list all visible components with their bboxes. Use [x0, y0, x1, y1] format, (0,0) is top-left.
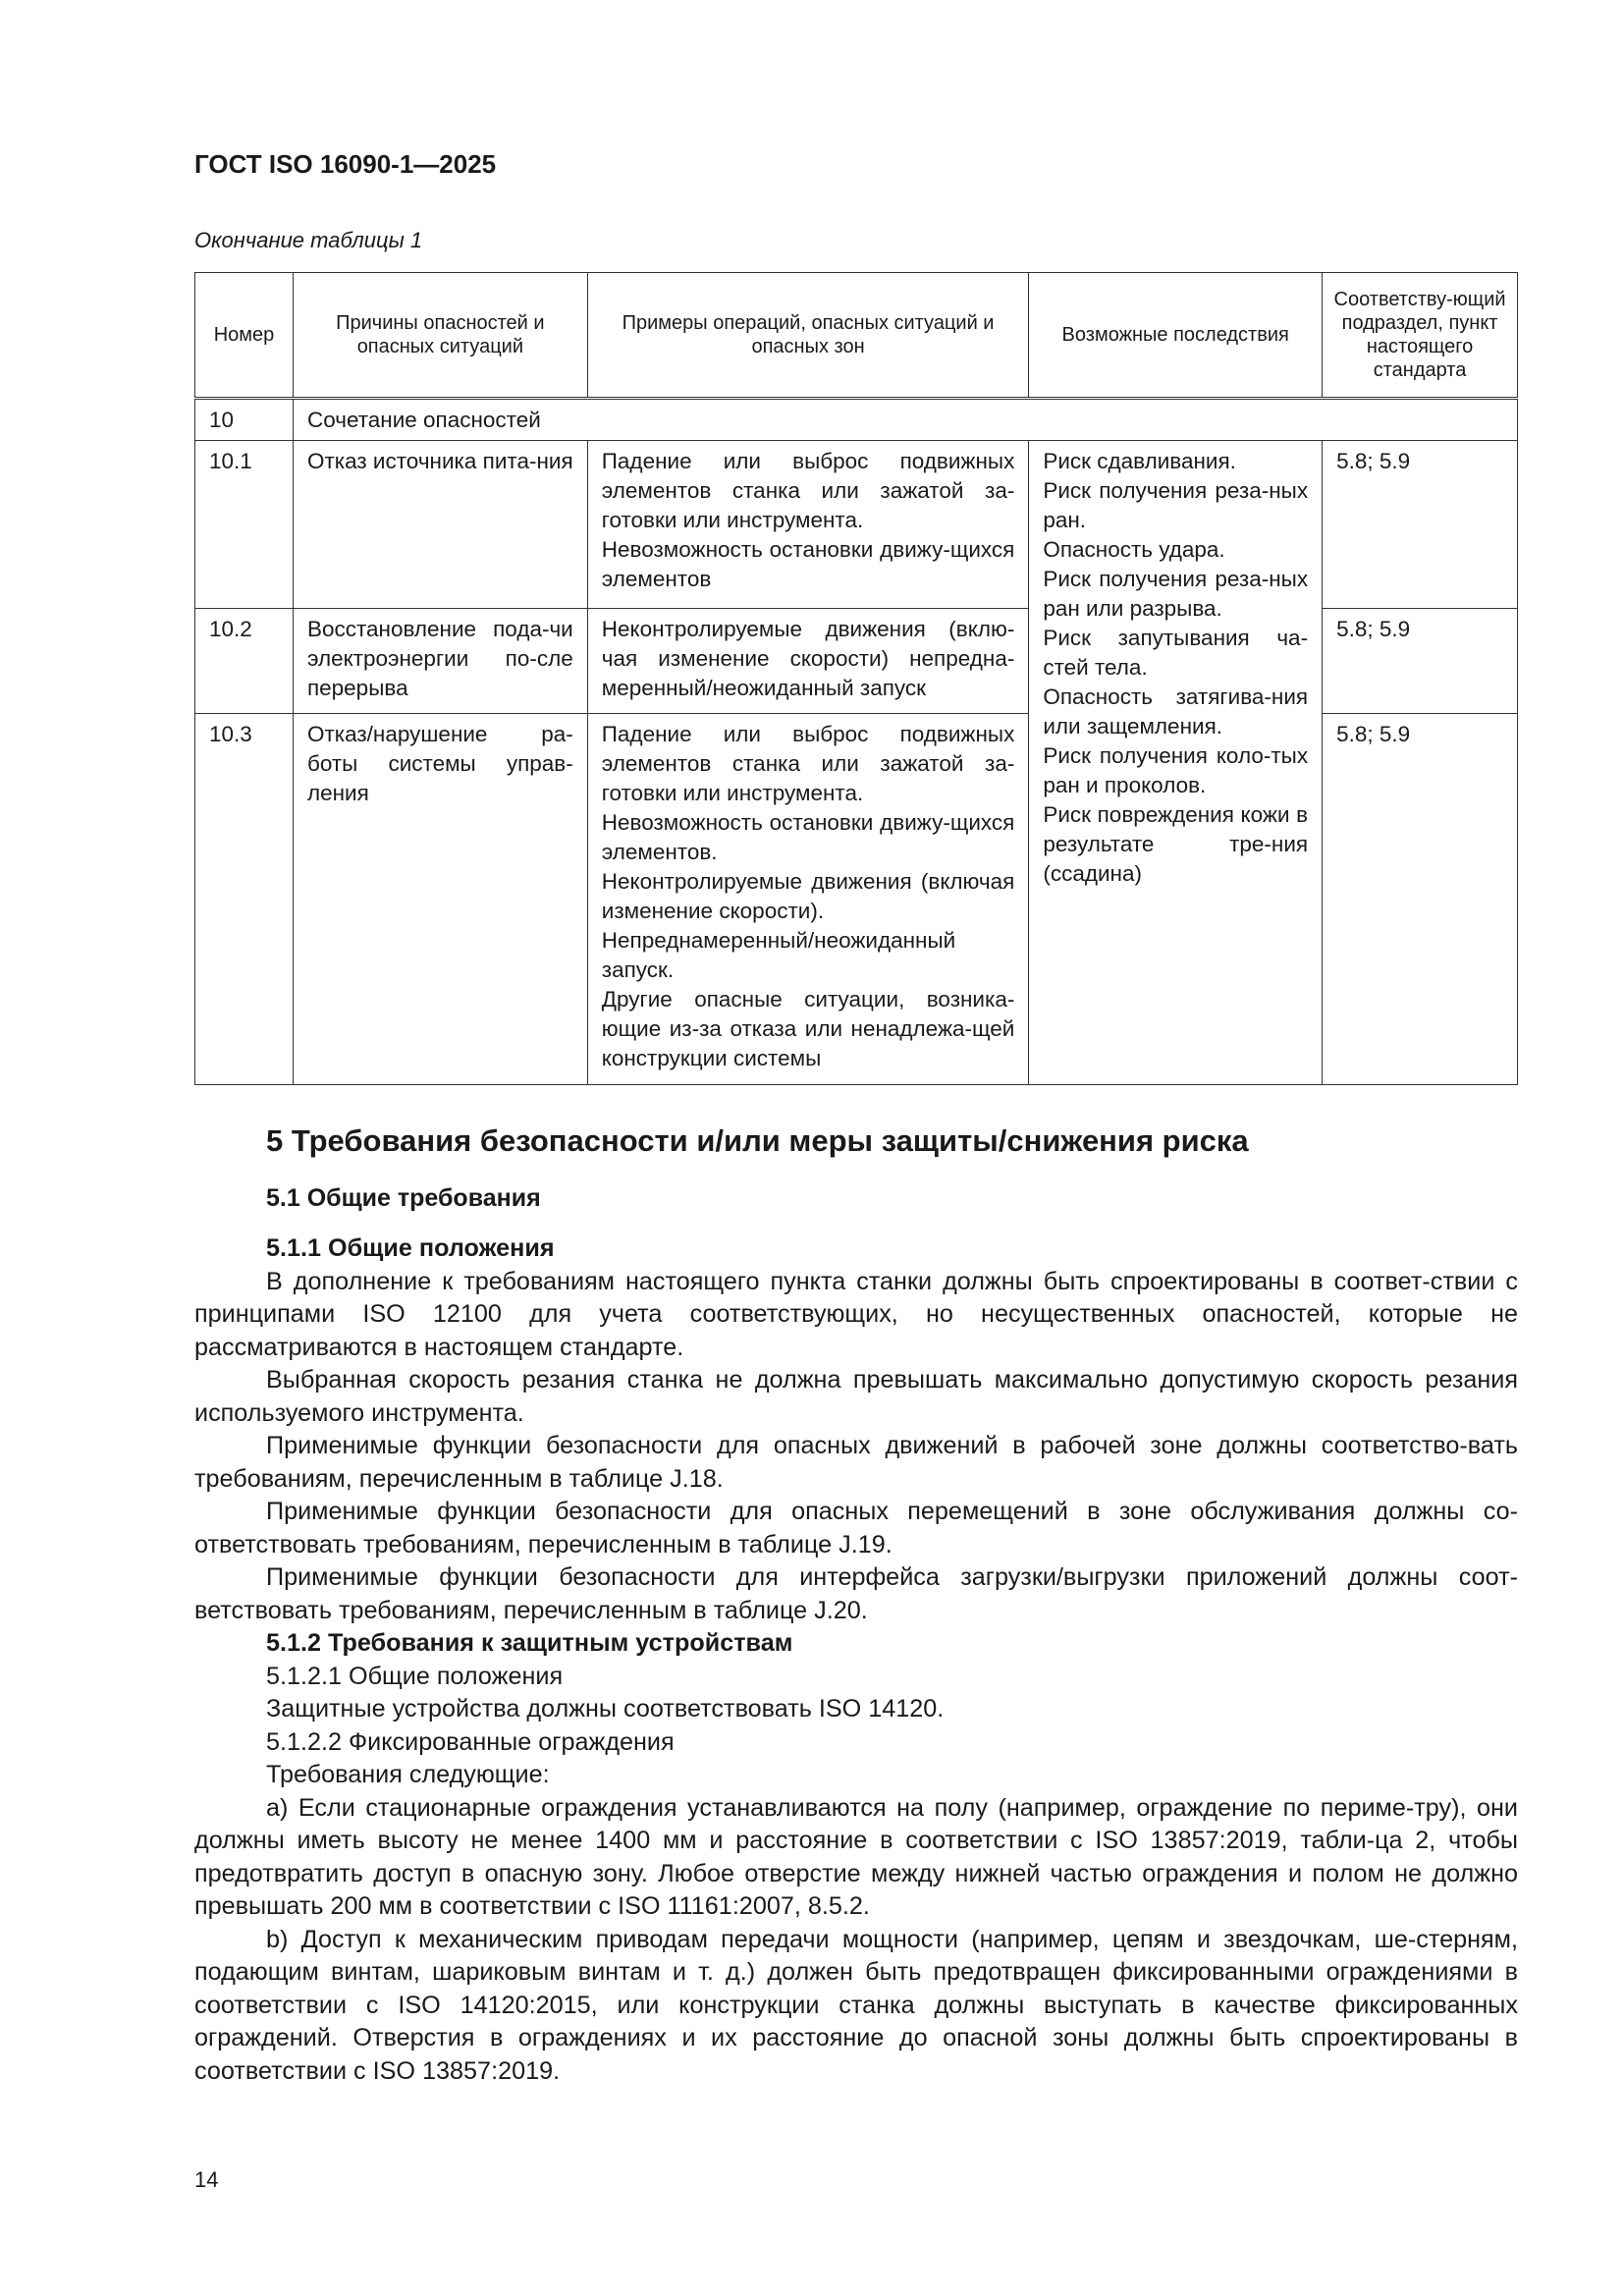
row-cause: Отказ/нарушение ра-боты системы управ-ления	[293, 714, 587, 1085]
table-caption: Окончание таблицы 1	[194, 228, 423, 252]
section-title: 5 Требования безопасности и/или меры защиты/снижения риска	[266, 1123, 1249, 1158]
paragraph: b) Доступ к механическим приводам передачи мощности (например, цепям и звездочкам, ше-стерням, подающим винтам, шариковым винтам и т. д.) должен быть предотвращен фиксированными ограждениями в соответствии с ISO 14120:2015, или конструкции станка должны выступать в качестве фиксированных ограждений. Отверстия в ограждениях и их расстояние до опасной зоны должны быть спроектированы в соответствии с ISO 13857:2019.	[194, 1925, 1518, 2085]
page-number: 14	[194, 2167, 219, 2192]
row-examples	[587, 714, 1029, 1085]
group-number: 10	[195, 399, 294, 441]
row-reference: 5.8; 5.9	[1323, 714, 1518, 1085]
row-examples	[587, 441, 1029, 609]
example-item: Падение или выброс подвижных элементов станка или зажатой за-готовки или инструмента.	[601, 722, 1015, 805]
row-number: 10.3	[195, 714, 294, 1085]
paragraph: В дополнение к требованиям настоящего пункта станки должны быть спроектированы в соответ-ствии с принципами ISO 12100 для учета соответствующих, но несущественных опасностей, которые не рассматриваются в настоящем стандарте.	[194, 1267, 1518, 1361]
consequence-item: Риск повреждения кожи в результате тре-ния (ссадина)	[1043, 802, 1309, 886]
paragraph: Применимые функции безопасности для интерфейса загрузки/выгрузки приложений должны соот-ветствовать требованиям, перечисленным в таблице J.20.	[194, 1563, 1518, 1624]
column-header-examples: Примеры операций, опасных ситуаций и опасных зон	[587, 273, 1029, 399]
section-body	[194, 1232, 1518, 2088]
paragraph: a) Если стационарные ограждения устанавливаются на полу (например, ограждение по периме-тру), они должны иметь высоту не менее 1400 мм и расстояние в соответствии с ISO 13857:2019, табли-ца 2, чтобы предотвратить доступ в опасную зону. Любое отверстие между нижней частью ограждения и полом не должно превышать 200 мм в соответствии с ISO 11161:2007, 8.5.2.	[194, 1793, 1518, 1920]
example-item: Невозможность остановки движу-щихся элементов.	[601, 810, 1015, 864]
example-item: Другие опасные ситуации, возника-ющие из-за отказа или ненадлежа-щей конструкции системы	[601, 987, 1015, 1070]
table-row	[195, 441, 1518, 609]
group-title: Сочетание опасностей	[293, 399, 1517, 441]
paragraph: 5.1.2.2 Фиксированные ограждения	[266, 1727, 675, 1756]
row-cause: Восстановление пода-чи электроэнергии по-сле перерыва	[293, 609, 587, 714]
row-examples	[587, 609, 1029, 714]
row-cause: Отказ источника пита-ния	[293, 441, 587, 609]
hazards-table	[194, 272, 1518, 1085]
paragraph: Защитные устройства должны соответствовать ISO 14120.	[266, 1695, 945, 1722]
paragraph: 5.1.2.1 Общие положения	[266, 1662, 564, 1690]
consequence-item: Риск получения коло-тых ран и проколов.	[1043, 743, 1309, 797]
paragraph: Применимые функции безопасности для опасных перемещений в зоне обслуживания должны со-ответствовать требованиям, перечисленным в таблице J.19.	[194, 1498, 1518, 1558]
consequence-item: Риск сдавливания.	[1043, 449, 1236, 473]
example-item: Неконтролируемые движения (вклю-чая изменение скорости) непредна-меренный/неожиданный запуск	[601, 617, 1015, 700]
consequences-cell	[1029, 441, 1323, 1085]
consequence-item: Риск запутывания ча-стей тела.	[1043, 626, 1309, 680]
consequence-item: Риск получения реза-ных ран или разрыва.	[1043, 567, 1309, 621]
column-header-causes: Причины опасностей и опасных ситуаций	[293, 273, 587, 399]
example-item: Падение или выброс подвижных элементов станка или зажатой за-готовки или инструмента.	[601, 449, 1015, 532]
example-item: Невозможность остановки движу-щихся элементов	[601, 537, 1015, 591]
example-item: Непреднамеренный/неожиданный запуск.	[601, 928, 956, 982]
row-reference: 5.8; 5.9	[1323, 441, 1518, 609]
column-header-reference: Соответству-ющий подраздел, пункт настоящего стандарта	[1323, 273, 1518, 399]
subsection-title: 5.1 Общие требования	[266, 1184, 541, 1212]
table-group-row	[195, 399, 1518, 441]
row-reference: 5.8; 5.9	[1323, 609, 1518, 714]
paragraph-heading: 5.1.1 Общие положения	[266, 1234, 555, 1262]
example-item: Неконтролируемые движения (включая изменение скорости).	[601, 869, 1015, 923]
table-header-row	[195, 273, 1518, 399]
consequence-item: Опасность удара.	[1043, 537, 1225, 562]
paragraph: Применимые функции безопасности для опасных движений в рабочей зоне должны соответство-вать требованиям, перечисленным в таблице J.18.	[194, 1432, 1518, 1493]
document-header: ГОСТ ISO 16090-1—2025	[194, 149, 497, 179]
paragraph: Выбранная скорость резания станка не должна превышать максимально допустимую скорость резания используемого инструмента.	[194, 1366, 1518, 1427]
row-number: 10.1	[195, 441, 294, 609]
consequence-item: Опасность затягива-ния или защемления.	[1043, 684, 1309, 738]
paragraph-heading: 5.1.2 Требования к защитным устройствам	[266, 1629, 793, 1657]
row-number: 10.2	[195, 609, 294, 714]
column-header-consequences: Возможные последствия	[1029, 273, 1323, 399]
paragraph: Требования следующие:	[266, 1761, 550, 1788]
consequence-item: Риск получения реза-ных ран.	[1043, 478, 1309, 532]
column-header-number: Номер	[195, 273, 294, 399]
